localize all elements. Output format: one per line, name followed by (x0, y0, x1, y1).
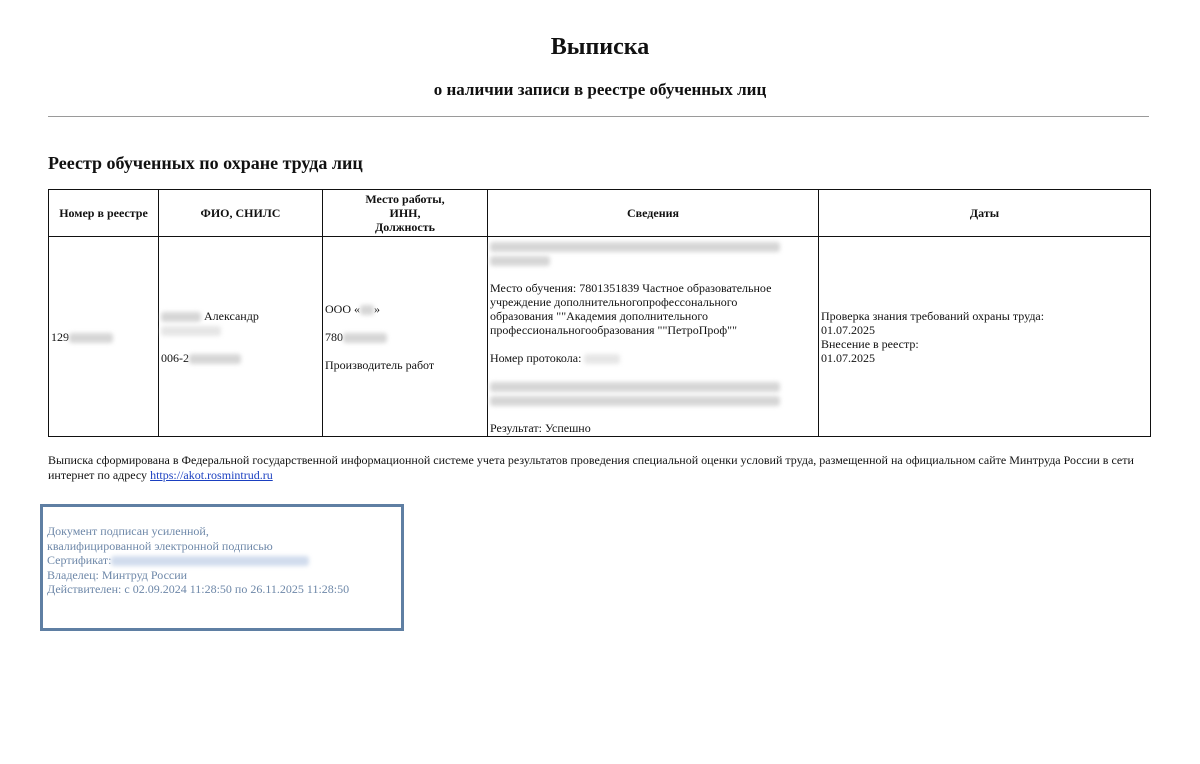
redacted-snils (189, 354, 241, 364)
registry-table (48, 189, 1151, 437)
certificate-label: Сертификат: (47, 553, 112, 567)
table-header-row (49, 190, 1151, 237)
cell-dates (819, 237, 1151, 437)
rosmintrud-link[interactable]: https://akot.rosmintrud.ru (150, 468, 273, 482)
redacted-description-line2 (490, 396, 780, 406)
training-place-4: профессиональногообразования ""ПетроПроф"" (490, 322, 737, 337)
registry-number: 129 (51, 329, 69, 344)
result: Результат: Успешно (490, 420, 591, 435)
signature-line2: квалифицированной электронной подписью (47, 538, 273, 553)
fio-name: Александр (204, 308, 259, 323)
check-label: Проверка знания требований охраны труда: (821, 308, 1045, 323)
org-prefix: ООО « (325, 301, 360, 316)
registry-date: 01.07.2025 (821, 350, 875, 365)
header-details: Сведения (488, 190, 819, 237)
check-date: 01.07.2025 (821, 322, 875, 337)
position: Производитель работ (325, 357, 435, 372)
cell-fio (159, 237, 323, 437)
header-divider (48, 116, 1149, 117)
header-fio: ФИО, СНИЛС (159, 190, 323, 237)
header-workplace-line2: ИНН, (389, 206, 421, 220)
training-place-1: Место обучения: 7801351839 Частное образовательное (490, 280, 772, 295)
header-number: Номер в реестре (49, 190, 159, 237)
redacted-org (360, 305, 374, 315)
document-title: Выписка (550, 34, 650, 60)
redacted-surname (161, 312, 201, 322)
document-subtitle: о наличии записи в реестре обученных лиц (433, 80, 767, 99)
redacted-inn (343, 333, 387, 343)
training-place-2: учреждение дополнительногопрофессонального (490, 294, 738, 309)
signature-validity: Действителен: с 02.09.2024 11:28:50 по 26.11.2025 11:28:50 (47, 582, 350, 596)
redacted-certificate (111, 556, 309, 566)
header-workplace (323, 190, 488, 237)
snils: 006-2 (161, 350, 189, 365)
redacted-number (69, 333, 113, 343)
footer-note-text: Выписка сформирована в Федеральной государственной информационной системе учета результатов проведения специальной оценки условий труда, размещенной на официальном сайте Минтруда России в сети интернет по адресу (48, 453, 1134, 482)
redacted-protocol (584, 354, 620, 364)
header-workplace-line3: Должность (374, 220, 435, 234)
protocol-label: Номер протокола: (490, 350, 582, 365)
signature-stamp (40, 504, 404, 631)
table-row (49, 237, 1151, 437)
redacted-description-line1 (490, 382, 780, 392)
inn: 780 (325, 329, 343, 344)
cell-details (488, 237, 819, 437)
cell-number (49, 237, 159, 437)
header-workplace-line1: Место работы, (365, 192, 445, 206)
org-suffix: » (374, 301, 380, 316)
cell-workplace (323, 237, 488, 437)
header-dates: Даты (819, 190, 1151, 237)
redacted-patronymic (161, 326, 221, 336)
footer-note (48, 453, 1158, 483)
training-place-3: образования ""Академия дополнительного (490, 308, 708, 323)
redacted-program-line1 (490, 242, 780, 252)
registry-label: Внесение в реестр: (821, 336, 919, 351)
signature-owner: Владелец: Минтруд России (47, 567, 188, 582)
signature-line1: Документ подписан усиленной, (47, 524, 209, 538)
section-heading: Реестр обученных по охране труда лиц (48, 153, 363, 173)
redacted-program-line2 (490, 256, 550, 266)
